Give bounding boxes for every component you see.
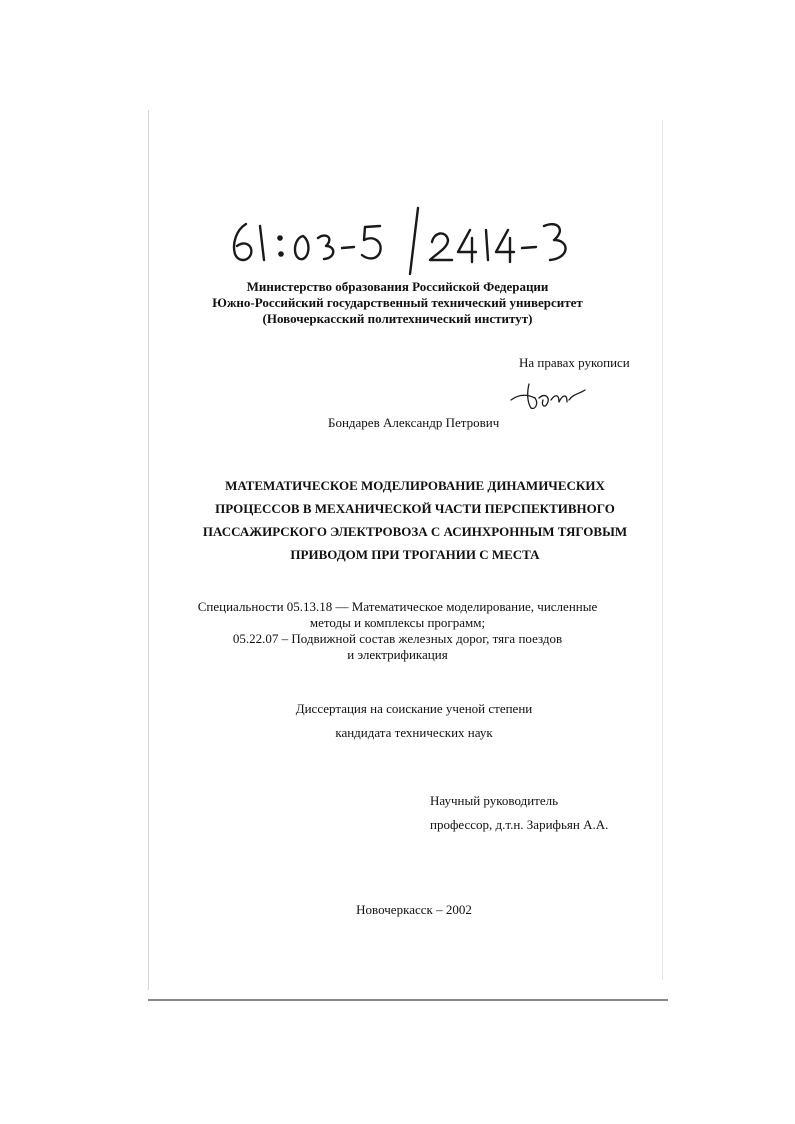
ministry-line: Министерство образования Российской Федерации bbox=[246, 279, 549, 294]
scan-edge-bottom bbox=[148, 999, 668, 1001]
dissertation-title bbox=[180, 474, 650, 566]
specialty-line: 05.22.07 – Подвижной состав железных дорог, тяга поездов bbox=[232, 631, 563, 646]
university-line: Южно-Российский государственный технический университет bbox=[212, 295, 583, 310]
degree-line: кандидата технических наук bbox=[335, 725, 493, 740]
author-name: Бондарев Александр Петрович bbox=[328, 415, 500, 430]
advisor-name: профессор, д.т.н. Зарифьян А.А. bbox=[430, 817, 609, 832]
institute-line: (Новочеркасский политехнический институт) bbox=[262, 311, 533, 326]
scan-edge-left bbox=[148, 110, 149, 990]
city-year: Новочеркасск – 2002 bbox=[356, 902, 472, 917]
advisor-role: Научный руководитель bbox=[430, 793, 559, 808]
signature bbox=[505, 380, 587, 414]
title-line: ПРОЦЕССОВ В МЕХАНИЧЕСКОЙ ЧАСТИ ПЕРСПЕКТИВНОГО bbox=[215, 501, 615, 516]
manuscript-rights: На правах рукописи bbox=[519, 355, 630, 370]
specialty-line: Специальности 05.13.18 — Математическое моделирование, численные bbox=[197, 599, 598, 614]
title-line: ПРИВОДОМ ПРИ ТРОГАНИИ С МЕСТА bbox=[290, 547, 540, 562]
title-line: ПАССАЖИРСКОГО ЭЛЕКТРОВОЗА С АСИНХРОННЫМ ТЯГОВЫМ bbox=[202, 524, 628, 539]
degree-line: Диссертация на соискание ученой степени bbox=[295, 701, 533, 716]
degree-block bbox=[0, 697, 795, 745]
title-line: МАТЕМАТИЧЕСКОЕ МОДЕЛИРОВАНИЕ ДИНАМИЧЕСКИХ bbox=[225, 478, 605, 493]
specialties-block bbox=[0, 599, 795, 663]
handwritten-archive-code bbox=[220, 200, 580, 280]
advisor-block bbox=[430, 789, 608, 837]
specialty-line: и электрификация bbox=[347, 647, 448, 662]
scan-edge-right bbox=[662, 120, 663, 980]
specialty-line: методы и комплексы программ; bbox=[309, 615, 486, 630]
ministry-header bbox=[0, 279, 795, 327]
